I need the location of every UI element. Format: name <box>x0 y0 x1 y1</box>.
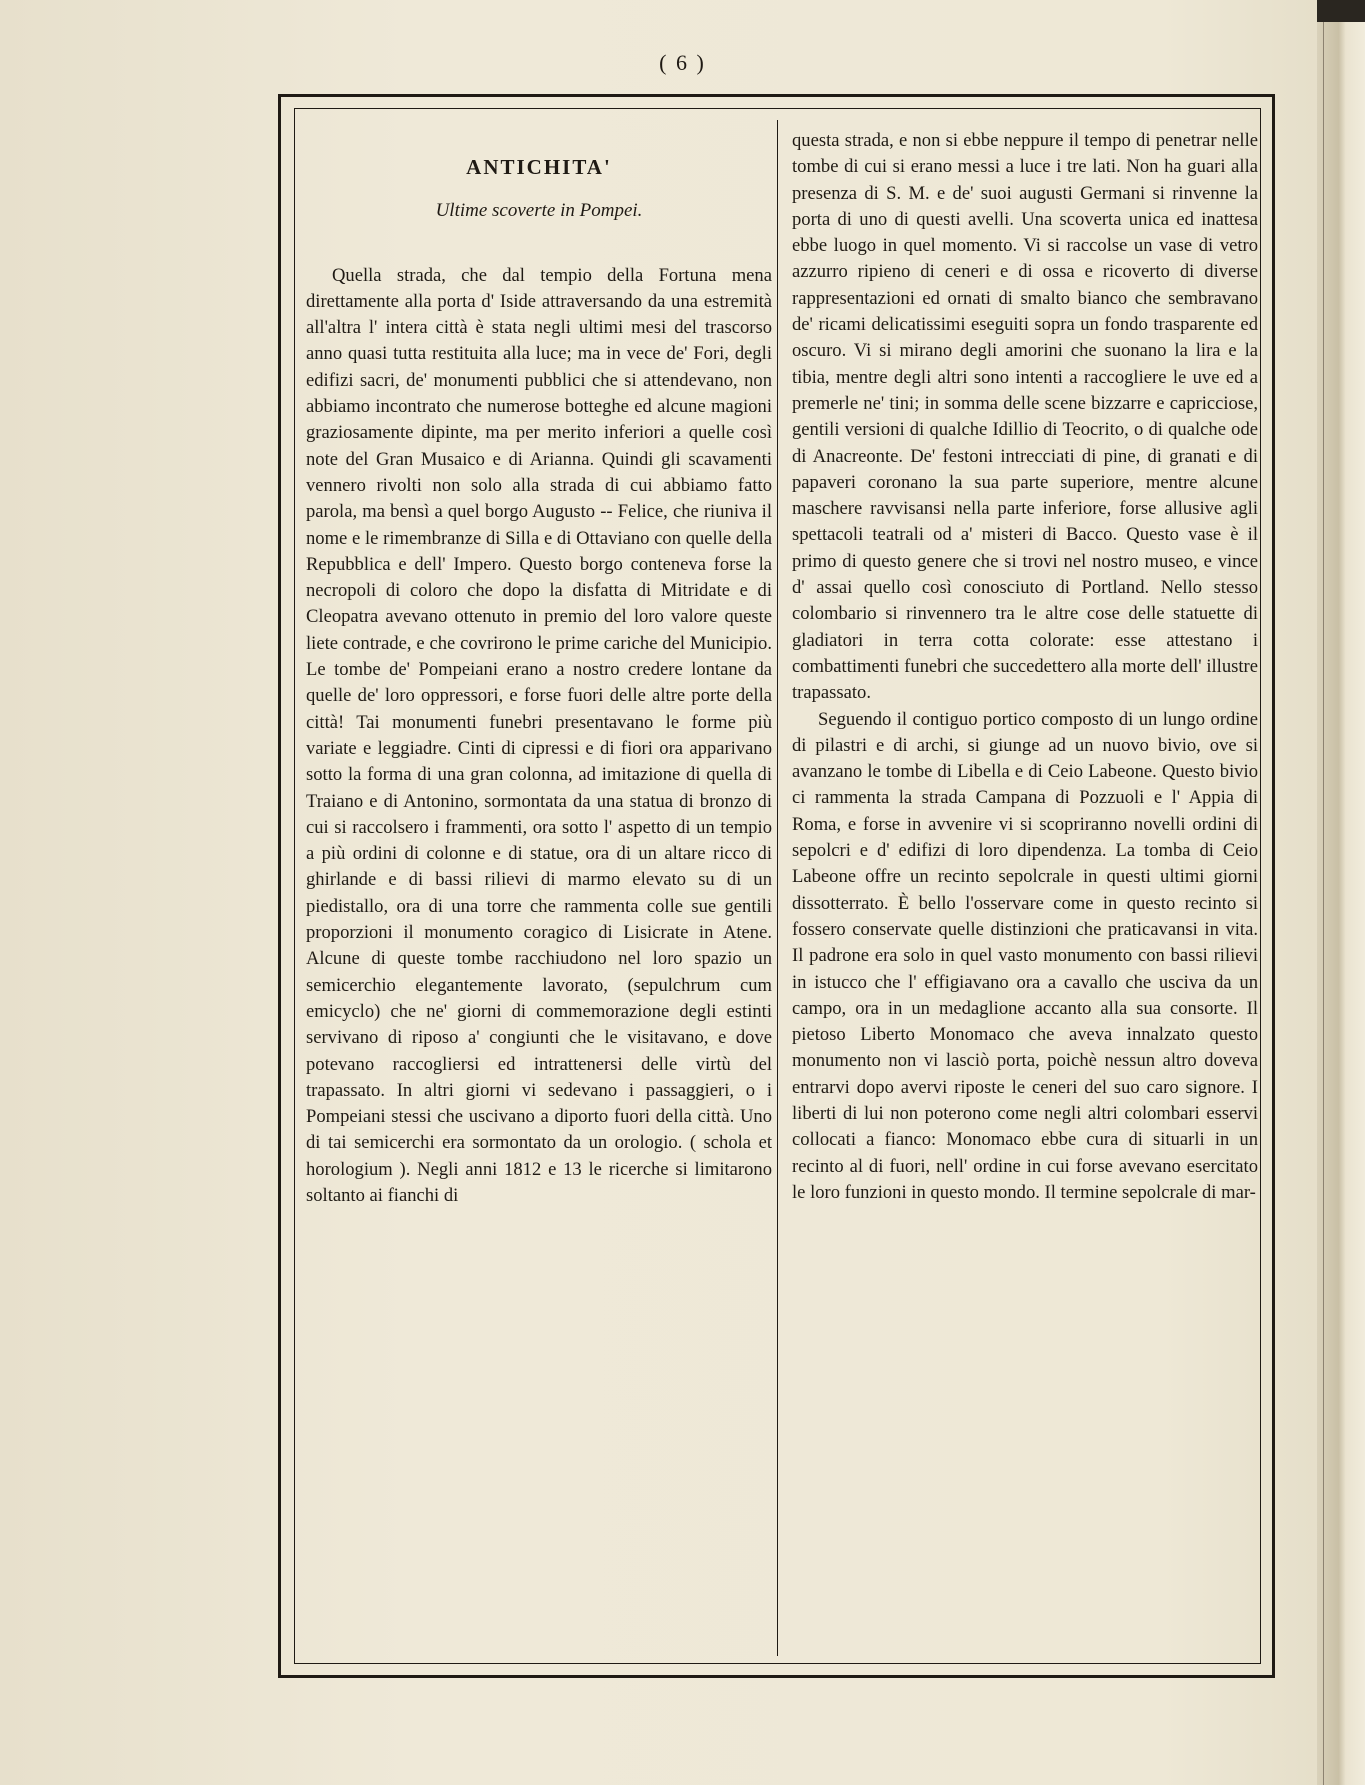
article-subtitle: Ultime scoverte in Pompei. <box>435 200 643 222</box>
page-number: ( 6 ) <box>659 50 706 75</box>
left-column <box>306 128 772 1209</box>
section-title: ANTICHITA' <box>466 155 612 179</box>
page-edge <box>1317 0 1365 1785</box>
left-column-paragraph: Quella strada, che dal tempio della Fortuna mena direttamente alla porta d' Iside attraversando da una estremità all'altra l' intera città è stata negli ultimi mesi del trascorso anno quasi tutta restituita alla luce; ma in vece de' Fori, degli edifizi sacri, de' monumenti pubblici che si attendevano, non abbiamo incontrato che numerose botteghe ed alcune magioni graziosamente dipinte, ma per merito inferiori a quelle così note del Gran Musaico e di Arianna. Quindi gli scavamenti vennero rivolti non solo alla strada di cui abbiamo fatto parola, ma bensì a quel borgo Augusto -- Felice, che riuniva il nome e le rimembranze di Silla e di Ottaviano con quelle della Repubblica e dell' Impero. Questo borgo conteneva forse la necropoli di coloro che dopo la disfatta di Mitridate e di Cleopatra avevano ottenuto in premio del loro valore queste liete contrade, e che covrirono le prime cariche del Municipio. Le tombe de' Pompeiani erano a nostro credere lontane da quelle de' loro oppressori, e forse fuori delle altre porte della città! Tai monumenti funebri presentavano le forme più variate e leggiadre. Cinti di cipressi e di fiori ora apparivano sotto la forma di una gran colonna, ad imitazione di quella di Traiano e di Antonino, sormontata da una statua di bronzo di cui si raccolsero i frammenti, ora sotto l' aspetto di un tempio a più ordini di colonne e di statue, ora di un altare ricco di ghirlande e di bassi rilievi di marmo elevato su di un piedistallo, ora di una torre che rammenta colle sue gentili proporzioni il monumento coragico di Lisicrate in Atene. Alcune di queste tombe racchiudono nel loro spazio un semicerchio elegantemente lavorato, (sepulchrum cum emicyclo) che ne' giorni di commemorazione degli estinti servivano di riposo a' congiunti che le visitavano, e dove potevano raccogliersi ed intrattenersi delle virtù del trapassato. In altri giorni vi sedevano i passaggieri, o i Pompeiani stessi che uscivano a diporto fuori della città. Uno di tai semicerchi era sormontato da un orologio. ( schola et horologium ). Negli anni 1812 e 13 le ricerche si limitarono soltanto ai fianchi di <box>306 264 772 1206</box>
right-column <box>792 128 1258 1206</box>
column-divider <box>777 120 778 1656</box>
binding-corner <box>1317 0 1365 22</box>
right-column-paragraph-1: questa strada, e non si ebbe neppure il tempo di penetrar nelle tombe di cui si erano messi a luce i tre lati. Non ha guari alla presenza di S. M. e de' suoi augusti Germani si rinvenne la porta di uno di questi avelli. Una scoverta unica ed inattesa ebbe luogo in quel momento. Vi si raccolse un vase di vetro azzurro ripieno di ceneri e di ossa e ricoverto di diverse rappresentazioni ed ornati di smalto bianco che sembravano de' ricami delicatissimi eseguiti sopra un fondo trasparente ed oscuro. Vi si mirano degli amorini che suonano la lira e la tibia, mentre degli altri sono intenti a raccogliere le uve ed a premerle ne' tini; in somma delle scene bizzarre e capricciose, gentili versioni di qualche Idillio di Teocrito, o di qualche ode di Anacreonte. De' festoni intrecciati di pine, di granati e di papaveri coronano la sua parte superiore, mentre alcune maschere ravvisansi nella parte inferiore, forse allusive agli spettacoli teatrali od a' misteri di Bacco. Questo vase è il primo di questo genere che si trovi nel nostro museo, e vince d' assai quello così conosciuto di Portland. Nello stesso colombario si rinvennero tra le altre cose delle statuette di gladiatori in terra cotta colorate: esse attestano i combattimenti funebri che succedettero alla morte dell' illustre trapassato. <box>792 130 1258 704</box>
right-column-paragraph-2: Seguendo il contiguo portico composto di un lungo ordine di pilastri e di archi, si giunge ad un nuovo bivio, ove si avanzano le tombe di Libella e di Ceio Labeone. Questo bivio ci rammenta la strada Campana di Pozzuoli e l' Appia di Roma, e forse in avvenire vi si scopriranno novelli ordini di sepolcri e d' edifizi di loro dipendenza. La tomba di Ceio Labeone offre un recinto sepolcrale in questi ultimi giorni dissotterrato. È bello l'osservare come in questo recinto si fossero conservate quelle distinzioni che praticavansi in vita. Il padrone era solo in quel vasto monumento con bassi rilievi in istucco che l' effigiavano ora a cavallo che usciva da un campo, ora in un medaglione accanto alla sua consorte. Il pietoso Liberto Monomaco che aveva innalzato questo monumento non vi lasciò porta, poichè nessun altro doveva entrarvi dopo avervi riposte le ceneri del suo caro signore. I liberti di lui non poterono come negli altri colombari esservi collocati a fianco: Monomaco ebbe cura di situarli in un recinto al di fuori, nell' ordine in cui forse avevano esercitato le loro funzioni in questo mondo. Il termine sepolcrale di mar- <box>792 708 1258 1203</box>
